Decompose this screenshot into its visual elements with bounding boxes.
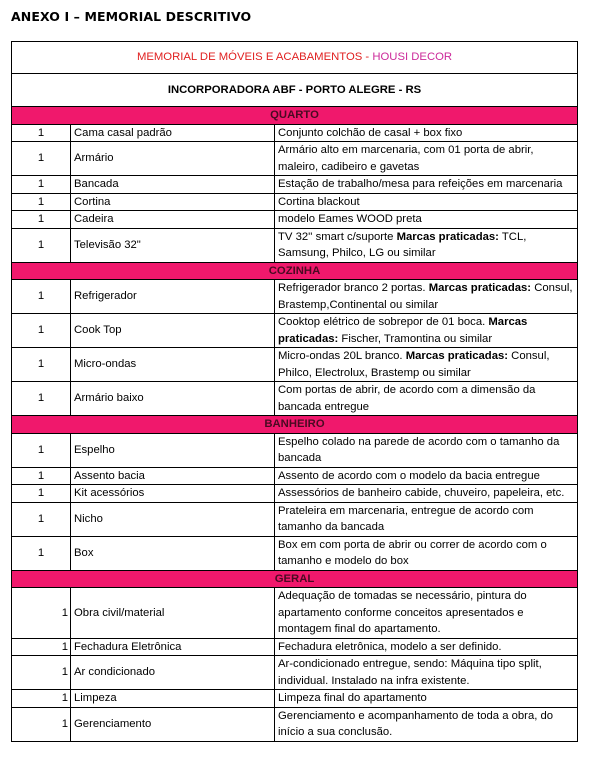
- description-cell: [275, 382, 578, 416]
- description-cell: [275, 656, 578, 690]
- description-text: Fischer, Tramontina ou similar: [338, 332, 493, 345]
- quantity-cell: 1: [12, 228, 71, 262]
- description-text: Cooktop elétrico de sobrepor de 01 boca.: [278, 316, 489, 328]
- table-row: [12, 348, 578, 382]
- table-row: [12, 588, 578, 639]
- table-row: [12, 502, 578, 536]
- brands-label: Marcas praticadas:: [428, 282, 532, 294]
- item-cell: Bancada: [71, 176, 275, 194]
- item-cell: Gerenciamento: [71, 707, 275, 741]
- brands-label: Marcas praticadas:: [278, 316, 528, 345]
- table-row: [12, 433, 578, 467]
- brands-label: Marcas praticadas:: [396, 230, 499, 243]
- item-cell: Kit acessórios: [71, 485, 275, 503]
- item-cell: Obra civil/material: [71, 588, 275, 639]
- table-row: [12, 638, 578, 656]
- description-text: Estação de trabalho/mesa para refeições em marcenaria: [278, 178, 563, 190]
- item-cell: Televisão 32": [71, 228, 275, 262]
- description-text: Fechadura eletrônica, modelo a ser definido.: [278, 640, 502, 653]
- section-header: [12, 262, 578, 280]
- description-text: Refrigerador branco 2 portas.: [278, 282, 429, 294]
- subtitle-row: [12, 74, 578, 107]
- description-text: Consul, Philco, Electrolux, Brastemp ou similar: [278, 350, 550, 379]
- item-cell: Refrigerador: [71, 280, 275, 314]
- table-row: [12, 707, 578, 741]
- memorial-table: [11, 41, 578, 742]
- item-cell: Cortina: [71, 193, 275, 211]
- item-cell: Micro-ondas: [71, 348, 275, 382]
- description-text: Prateleira em marcenaria, entregue de acordo com tamanho da bancada: [278, 504, 534, 533]
- description-text: Armário alto em marcenaria, com 01 porta de abrir, maleiro, cadibeiro e gavetas: [278, 144, 534, 173]
- description-cell: [275, 588, 578, 639]
- table-row: [12, 176, 578, 194]
- description-text: TV 32'' smart c/suporte: [278, 230, 397, 243]
- quantity-cell: 1: [12, 502, 71, 536]
- description-cell: [275, 193, 578, 211]
- title-brand: HOUSI DECOR: [372, 51, 453, 64]
- description-text: Com portas de abrir, de acordo com a dimensão da bancada entregue: [278, 384, 536, 413]
- table-subtitle: INCORPORADORA ABF - PORTO ALEGRE - RS: [12, 74, 578, 107]
- quantity-cell: 1: [12, 193, 71, 211]
- quantity-cell: 1: [12, 176, 71, 194]
- quantity-cell: 1: [12, 588, 71, 639]
- item-cell: Box: [71, 536, 275, 570]
- quantity-cell: 1: [12, 280, 71, 314]
- section-title: COZINHA: [12, 262, 578, 280]
- description-text: TCL, Samsung, Philco, LG ou similar: [278, 230, 527, 259]
- description-text: Gerenciamento e acompanhamento de toda a obra, do início a sua conclusão.: [278, 709, 554, 738]
- quantity-cell: 1: [12, 142, 71, 176]
- description-cell: [275, 348, 578, 382]
- description-cell: [275, 176, 578, 194]
- item-cell: Cama casal padrão: [71, 124, 275, 142]
- quantity-cell: 1: [12, 348, 71, 382]
- section-header: [12, 416, 578, 434]
- title-main: MEMORIAL DE MÓVEIS E ACABAMENTOS -: [136, 51, 373, 64]
- description-cell: [275, 467, 578, 485]
- table-row: [12, 536, 578, 570]
- item-cell: Nicho: [71, 502, 275, 536]
- description-cell: [275, 502, 578, 536]
- item-cell: Limpeza: [71, 690, 275, 708]
- description-cell: [275, 228, 578, 262]
- item-cell: Assento bacia: [71, 467, 275, 485]
- description-text: Cortina blackout: [278, 195, 360, 208]
- item-cell: Armário baixo: [71, 382, 275, 416]
- table-row: [12, 314, 578, 348]
- table-row: [12, 485, 578, 503]
- description-cell: [275, 314, 578, 348]
- description-text: Adequação de tomadas se necessário, pintura do apartamento conforme conceitos apresentados e montagem final do apartamento.: [278, 590, 527, 635]
- description-text: Conjunto colchão de casal + box fixo: [278, 126, 463, 139]
- description-text: Limpeza final do apartamento: [278, 692, 427, 704]
- table-row: [12, 142, 578, 176]
- item-cell: Ar condicionado: [71, 656, 275, 690]
- description-cell: [275, 638, 578, 656]
- quantity-cell: 1: [12, 433, 71, 467]
- table-row: [12, 656, 578, 690]
- description-cell: [275, 211, 578, 229]
- quantity-cell: 1: [12, 485, 71, 503]
- description-text: modelo Eames WOOD preta: [278, 213, 422, 225]
- description-cell: [275, 536, 578, 570]
- quantity-cell: 1: [12, 638, 71, 656]
- item-cell: Espelho: [71, 433, 275, 467]
- item-cell: Fechadura Eletrônica: [71, 638, 275, 656]
- description-text: Box em com porta de abrir ou correr de acordo com o tamanho e modelo do box: [278, 538, 547, 567]
- description-text: Espelho colado na parede de acordo com o tamanho da bancada: [278, 435, 560, 464]
- section-title: QUARTO: [12, 107, 578, 125]
- description-cell: [275, 485, 578, 503]
- quantity-cell: 1: [12, 467, 71, 485]
- item-cell: Cook Top: [71, 314, 275, 348]
- quantity-cell: 1: [12, 382, 71, 416]
- section-title: BANHEIRO: [12, 416, 578, 434]
- section-title: GERAL: [12, 570, 578, 588]
- description-text: Assessórios de banheiro cabide, chuveiro, papeleira, etc.: [278, 487, 565, 499]
- quantity-cell: 1: [12, 124, 71, 142]
- description-cell: [275, 433, 578, 467]
- item-cell: Armário: [71, 142, 275, 176]
- brands-label: Marcas praticadas:: [405, 350, 509, 362]
- quantity-cell: 1: [12, 656, 71, 690]
- table-row: [12, 211, 578, 229]
- table-title: [12, 42, 578, 74]
- description-text: Consul, Brastemp,Continental ou similar: [278, 282, 573, 311]
- quantity-cell: 1: [12, 707, 71, 741]
- description-cell: [275, 690, 578, 708]
- description-text: Assento de acordo com o modelo da bacia entregue: [278, 469, 540, 482]
- description-text: Micro-ondas 20L branco.: [278, 350, 406, 362]
- table-row: [12, 124, 578, 142]
- quantity-cell: 1: [12, 690, 71, 708]
- quantity-cell: 1: [12, 314, 71, 348]
- description-cell: [275, 124, 578, 142]
- section-header: [12, 107, 578, 125]
- table-row: [12, 690, 578, 708]
- document-heading: ANEXO I – MEMORIAL DESCRITIVO: [11, 9, 252, 24]
- description-cell: [275, 707, 578, 741]
- quantity-cell: 1: [12, 211, 71, 229]
- table-row: [12, 193, 578, 211]
- item-cell: Cadeira: [71, 211, 275, 229]
- table-row: [12, 228, 578, 262]
- description-text: Ar-condicionado entregue, sendo: Máquina tipo split, individual. Instalado na infra existente.: [278, 658, 542, 687]
- description-cell: [275, 142, 578, 176]
- title-row: [12, 42, 578, 74]
- description-cell: [275, 280, 578, 314]
- table-row: [12, 382, 578, 416]
- section-header: [12, 570, 578, 588]
- table-row: [12, 467, 578, 485]
- quantity-cell: 1: [12, 536, 71, 570]
- table-row: [12, 280, 578, 314]
